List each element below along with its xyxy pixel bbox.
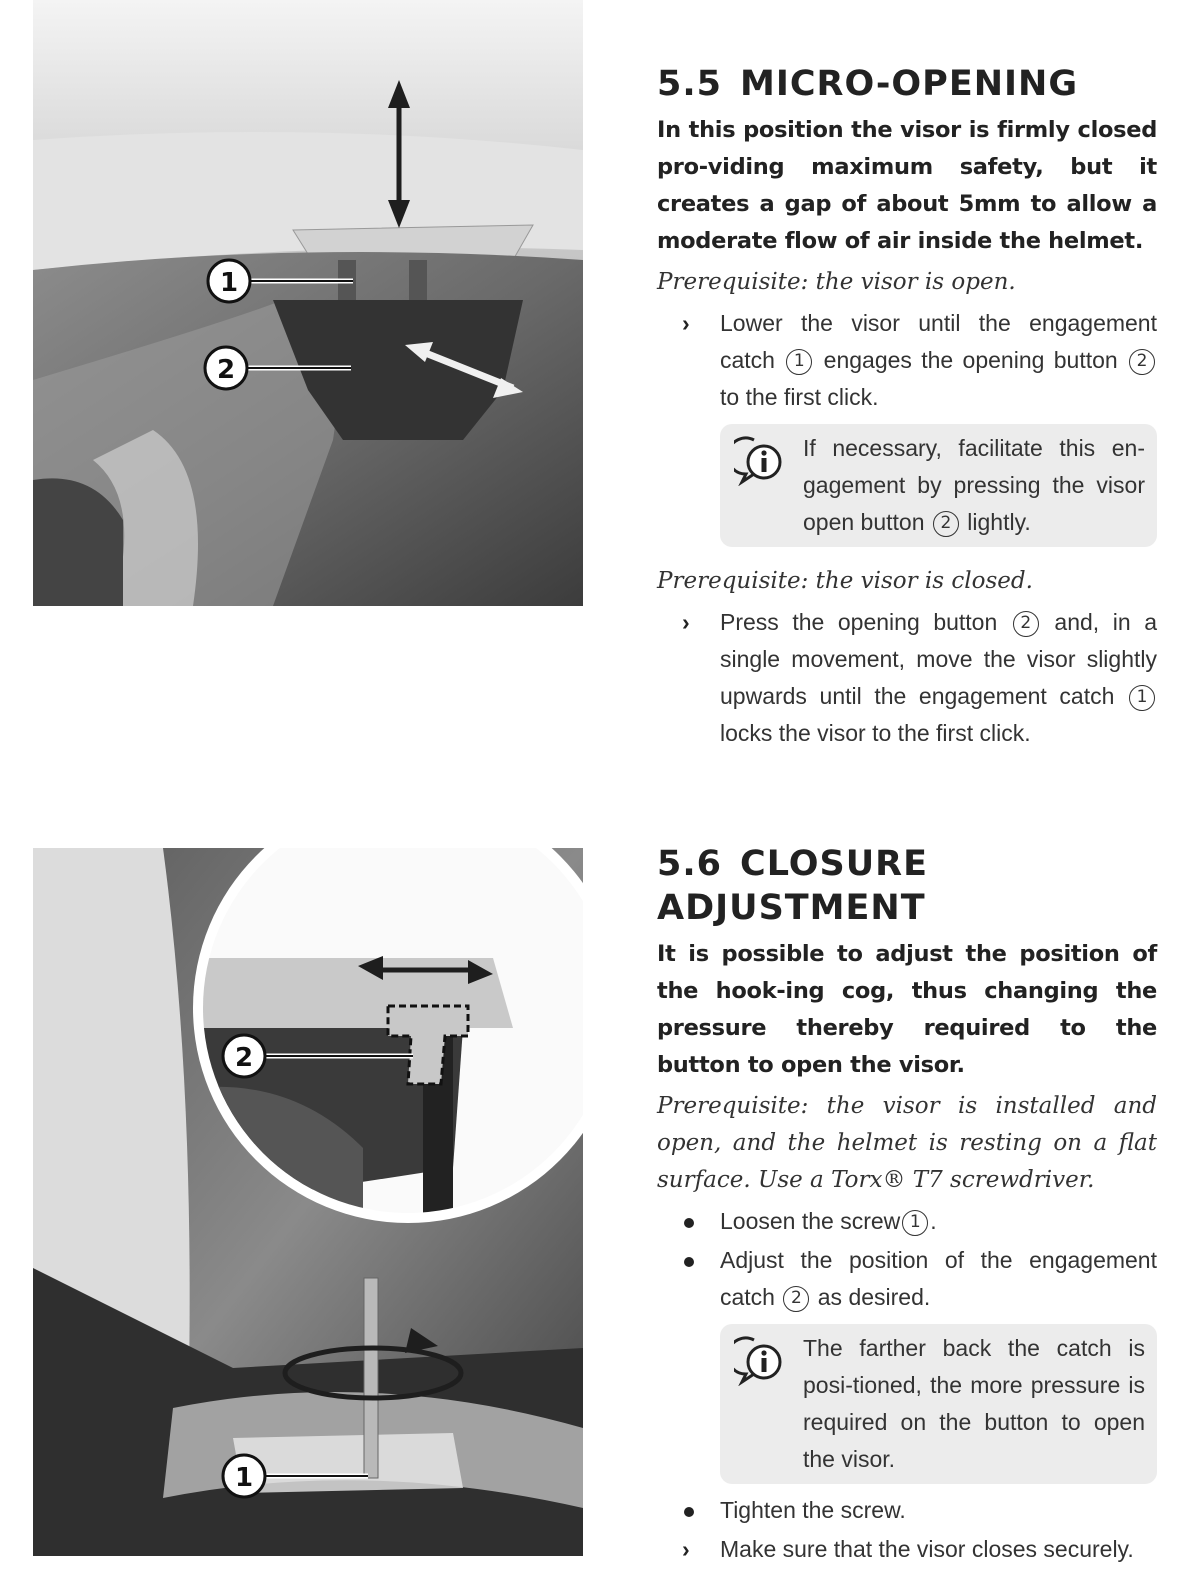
prerequisite: Prerequisite: the visor is installed and open, and the helmet is resting on a flat surface. Use a Torx® T7 screwdriver. <box>657 1093 1157 1193</box>
section-micro-opening <box>657 62 1157 754</box>
prerequisite: Prerequisite: the visor is closed. <box>657 568 1033 594</box>
section-title: MICRO-OPENING <box>740 64 1079 104</box>
prerequisite: Prerequisite: the visor is open. <box>657 269 1016 295</box>
section-number: 5.6 <box>657 844 723 884</box>
callout-2 <box>223 1035 265 1077</box>
section-lead: It is possible to adjust the position of the hook-ing cog, thus changing the pressure thereby required to the button to open the visor. <box>657 941 1157 1078</box>
svg-text:2: 2 <box>234 1043 254 1073</box>
micro-opening-photo <box>33 0 583 606</box>
section-closure-adjustment <box>657 842 1157 1570</box>
bullet-item: Tighten the screw. <box>657 1492 1157 1529</box>
info-note: The farther back the catch is posi-tioned, the more pressure is required on the button to open the visor. <box>720 1324 1157 1484</box>
step-marker-icon: › <box>682 1536 690 1562</box>
bullet-item: Loosen the screw 1 . <box>657 1203 1157 1240</box>
circled-number: 1 <box>786 349 812 375</box>
info-icon <box>734 436 790 497</box>
bullet-icon <box>684 1257 694 1267</box>
circled-number: 2 <box>1129 349 1155 375</box>
step-marker-icon: › <box>682 310 690 336</box>
info-icon <box>734 1336 790 1397</box>
step-item: › Press the opening button 2 and, in a single movement, move the visor slightly upwards until the engagement catch 1 locks the visor to the first click. <box>657 604 1157 752</box>
circled-number: 1 <box>1129 685 1155 711</box>
svg-text:1: 1 <box>234 1463 254 1493</box>
section-heading <box>657 62 1157 106</box>
circled-number: 2 <box>933 511 959 537</box>
svg-text:1: 1 <box>219 268 239 298</box>
step-marker-icon: › <box>682 609 690 635</box>
bullet-icon <box>684 1218 694 1228</box>
bullet-item: Adjust the position of the engagement catch 2 as desired. <box>657 1242 1157 1316</box>
section-lead: In this position the visor is firmly closed pro-viding maximum safety, but it creates a gap of about 5mm to allow a moderate flow of air inside the helmet. <box>657 117 1157 254</box>
circled-number: 2 <box>1013 611 1039 637</box>
section-heading <box>657 842 1157 930</box>
info-note: If necessary, facilitate this en-gagement by pressing the visor open button 2 lightly. <box>720 424 1157 547</box>
step-item: › Lower the visor until the engagement catch 1 engages the opening button 2 to the first click. <box>657 305 1157 416</box>
circled-number: 2 <box>783 1286 809 1312</box>
step-item: › Make sure that the visor closes securely. <box>657 1531 1157 1568</box>
section-number: 5.5 <box>657 64 723 104</box>
callout-1 <box>208 260 250 302</box>
svg-text:2: 2 <box>216 355 236 385</box>
section-title: CLOSURE ADJUSTMENT <box>657 844 928 928</box>
circled-number: 1 <box>902 1210 928 1236</box>
callout-1 <box>223 1455 265 1497</box>
closure-adjustment-photo <box>33 848 583 1556</box>
bullet-icon <box>684 1507 694 1517</box>
callout-2 <box>205 347 247 389</box>
